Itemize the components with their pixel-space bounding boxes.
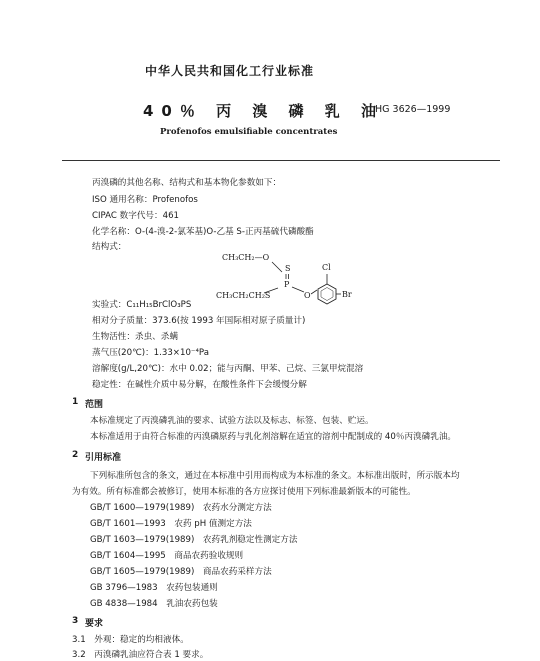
- stability: 稳定性：在碱性介质中易分解，在酸性条件下会缓慢分解: [92, 380, 307, 390]
- section-3-number: 3: [72, 616, 79, 626]
- document-subtitle: Profenofos emulsifiable concentrates: [160, 127, 338, 137]
- cipac-code: CIPAC 数字代号：461: [92, 211, 179, 221]
- section-1-number: 1: [72, 397, 79, 407]
- standard-code: HG 3626—1999: [375, 104, 451, 115]
- solubility: 溶解度(g/L,20℃)：水中 0.02；能与丙酮、甲苯、己烷、三氯甲烷混溶: [92, 364, 364, 374]
- ethoxy-group: CH₃CH₂—O: [222, 253, 270, 262]
- molecular-weight: 相对分子质量：373.6(按 1993 年国际相对原子质量计): [92, 316, 306, 326]
- empirical-formula: 实验式：C₁₁H₁₅BrClO₃PS: [92, 300, 192, 310]
- top-rule: [62, 160, 500, 161]
- section-2-number: 2: [72, 450, 79, 460]
- standard-name: 中华人民共和国化工行业标准: [145, 64, 315, 78]
- section-1-para: 本标准规定了丙溴磷乳油的要求、试验方法以及标志、标签、包装、贮运。: [90, 416, 374, 426]
- reference-item: GB/T 1604—1995 商品农药验收规则: [90, 551, 244, 561]
- document-title: 40％ 丙 溴 磷 乳 油: [143, 102, 384, 120]
- reference-item: GB/T 1605—1979(1989) 商品农药采样方法: [90, 567, 272, 577]
- section-3-title: 要求: [85, 619, 104, 629]
- section-1-title: 范围: [85, 400, 104, 410]
- chemical-name: 化学名称：O-(4-溴-2-氯苯基)O-乙基 S-正丙基硫代磷酸酯: [92, 227, 314, 237]
- section-1-para: 本标准适用于由符合标准的丙溴磷原药与乳化剂溶解在适宜的溶剂中配制成的 40％丙溴磷乳油。: [90, 432, 457, 442]
- reference-item: GB 4838—1984 乳油农药包装: [90, 599, 218, 609]
- reference-item: GB/T 1601—1993 农药 pH 值测定方法: [90, 519, 252, 529]
- structural-formula: [200, 244, 370, 306]
- benzene-ring: [318, 284, 336, 304]
- section-2-para: 为有效。所有标准都会被修订，使用本标准的各方应探讨使用下列标准最新版本的可能性。: [72, 487, 416, 497]
- requirement-item: 3.1 外观：稳定的均相液体。: [72, 635, 189, 645]
- bromine-atom-label: Br: [342, 290, 352, 299]
- vapor-pressure: 蒸气压(20℃)：1.33×10⁻⁴Pa: [92, 348, 209, 358]
- requirement-item: 3.2 丙溴磷乳油应符合表 1 要求。: [72, 650, 209, 660]
- phosphorus-atom-label: P: [284, 280, 290, 289]
- chlorine-atom-label: Cl: [322, 263, 331, 272]
- reference-item: GB 3796—1983 农药包装通则: [90, 583, 218, 593]
- intro-lead: 丙溴磷的其他名称、结构式和基本物化参数如下：: [92, 178, 282, 188]
- sulfur-atom-label: S: [285, 264, 291, 273]
- biological-activity: 生物活性：杀虫、杀螨: [92, 332, 178, 342]
- reference-item: GB/T 1600—1979(1989) 农药水分测定方法: [90, 503, 272, 513]
- iso-name: ISO 通用名称：Profenofos: [92, 195, 198, 205]
- section-2-title: 引用标准: [85, 453, 122, 463]
- section-2-para: 下列标准所包含的条文，通过在本标准中引用而构成为本标准的条文。本标准出版时，所示版本均: [90, 471, 460, 481]
- reference-item: GB/T 1603—1979(1989) 农药乳剂稳定性测定方法: [90, 535, 298, 545]
- structure-label: 结构式：: [92, 242, 127, 252]
- oxygen-atom-label: O: [304, 291, 311, 300]
- propylthio-group: CH₃CH₂CH₂S: [216, 291, 271, 300]
